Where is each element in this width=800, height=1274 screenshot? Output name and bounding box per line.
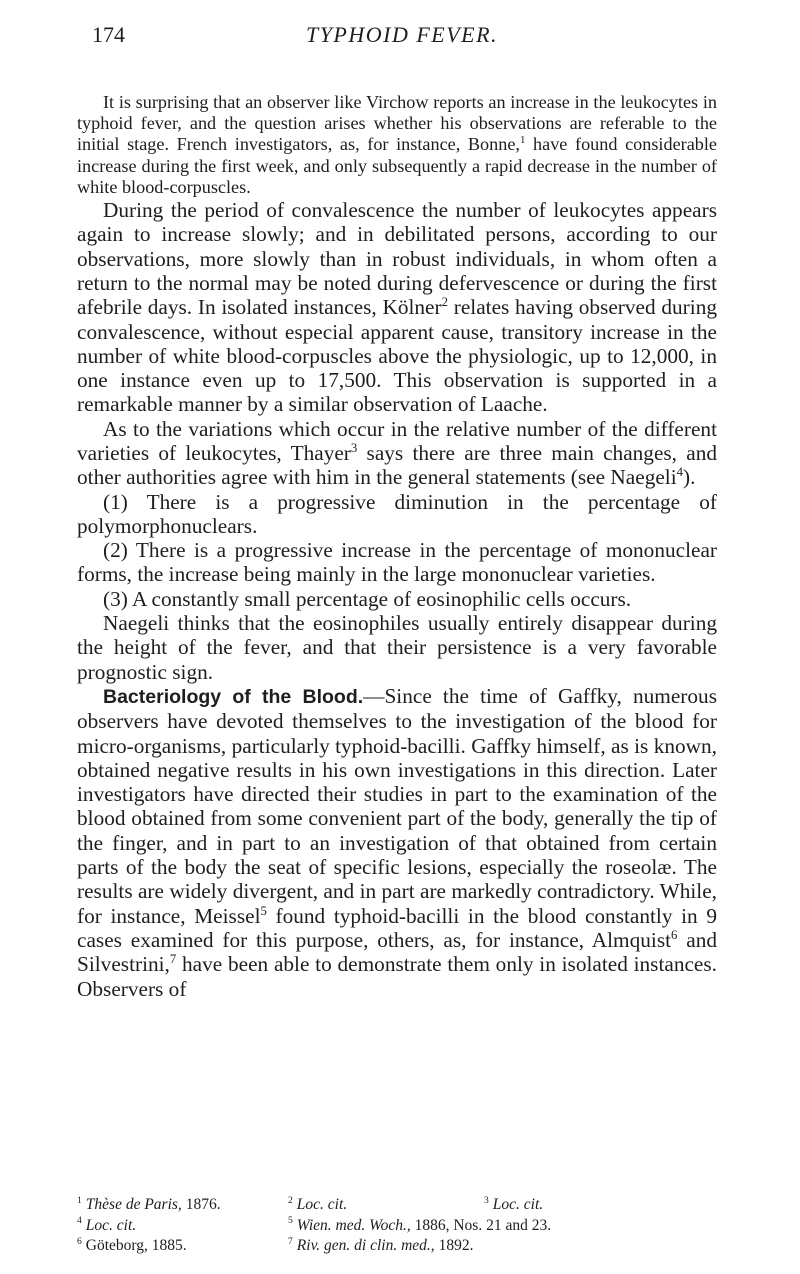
footnote-6: $^6$ Göteborg, 1885.: [77, 1235, 187, 1254]
footnotes: [77, 1195, 737, 1257]
footnote-7: $^7$ Riv. gen. di clin. med., 1892.: [288, 1235, 474, 1254]
footnote-1: $^1$ Thèse de Paris, 1876.: [77, 1194, 221, 1213]
footnote-2: $^2$ Loc. cit.: [288, 1194, 348, 1213]
footnote-row: [77, 1216, 737, 1237]
footnote-row: [77, 1195, 737, 1216]
footnote-row: [77, 1236, 737, 1257]
footnote-ref-3[interactable]: 3: [350, 440, 358, 455]
running-title: TYPHOID FEVER.: [305, 22, 499, 47]
paragraph-bonne: It is surprising that an observer like Virchow reports an increase in the leukocytes in typhoid fever, and the question arises whether his observations are referable to the initial stage. French investigators, as, for instance, Bonne,$^1$ have found considerable increase during the first week, and only subsequently a rapid decrease in the number of white blood-corpuscles.: [77, 92, 717, 197]
paragraph-convalescence: During the period of convalescence the number of leukocytes appears again to increase slowly; and in debilitated persons, according to our observations, more slowly than in robust individuals, in whom often a return to the normal may be noted during defervescence or during the first afebrile days. In isolated instances, Kölner$^2$ relates having observed during convalescence, without especial apparent cause, transitory increase in the number of white blood-corpuscles above the physiologic, up to 12,000, in one instance even up to 17,500. This observation is supported in a remarkable manner by a similar observation of Laache.: [77, 198, 717, 417]
list-item-mononuclear: (2) There is a progressive increase in the percentage of mononuclear forms, the increase being mainly in the large mononuclear varieties.: [77, 538, 717, 587]
page-header: [92, 16, 712, 50]
footnote-ref-6[interactable]: 6: [671, 927, 678, 942]
section-heading: Bacteriology of the Blood.: [103, 685, 364, 708]
footnote-4: $^4$ Loc. cit.: [77, 1215, 137, 1234]
footnote-3: $^3$ Loc. cit.: [484, 1194, 544, 1213]
footnote-5: $^5$ Wien. med. Woch., 1886, Nos. 21 and 23.: [288, 1215, 552, 1234]
footnote-ref-7[interactable]: 7: [169, 952, 177, 967]
footnote-ref-5[interactable]: 5: [260, 903, 267, 918]
page-number: 174: [92, 22, 125, 47]
footnote-ref-4[interactable]: 4: [676, 465, 684, 480]
paragraph-naegeli: Naegeli thinks that the eosinophiles usually entirely disappear during the height of the fever, and that their persistence is a very favorable prognostic sign.: [77, 611, 717, 684]
body-text: [77, 92, 717, 1001]
list-item-polymorphonuclears: (1) There is a progressive diminution in the percentage of polymorphonuclears.: [77, 489, 717, 538]
paragraph-thayer: As to the variations which occur in the relative number of the different varieties of leukocytes, Thayer$^3$ says there are three main changes, and other authorities agree with him in the general statements (see Naegeli$^4$).: [77, 416, 717, 490]
footnote-ref-1[interactable]: 1: [519, 134, 526, 147]
list-item-eosinophilic: (3) A constantly small percentage of eosinophilic cells occurs.: [103, 586, 632, 611]
footnote-ref-2[interactable]: 2: [441, 295, 448, 310]
paragraph-bacteriology: Bacteriology of the Blood.—Since the time of Gaffky, numerous observers have devoted themselves to the investigation of the blood for micro-organisms, particularly typhoid-bacilli. Gaffky himself, as is known, obtained negative results in his own investigations in this direction. Later investigators have directed their studies in part to the examination of the blood obtained from some convenient part of the body, generally the tip of the finger, and in part to an investigation of that obtained from certain parts of the body the seat of specific lesions, especially the roseolæ. The results are widely divergent, and in part are markedly contradictory. While, for instance, Meissel$^5$ found typhoid-bacilli in the blood constantly in 9 cases examined for this purpose, others, as, for instance, Almquist$^6$ and Silvestrini,$^7$ have been able to demonstrate them only in isolated instances. Observers of: [77, 683, 718, 1001]
